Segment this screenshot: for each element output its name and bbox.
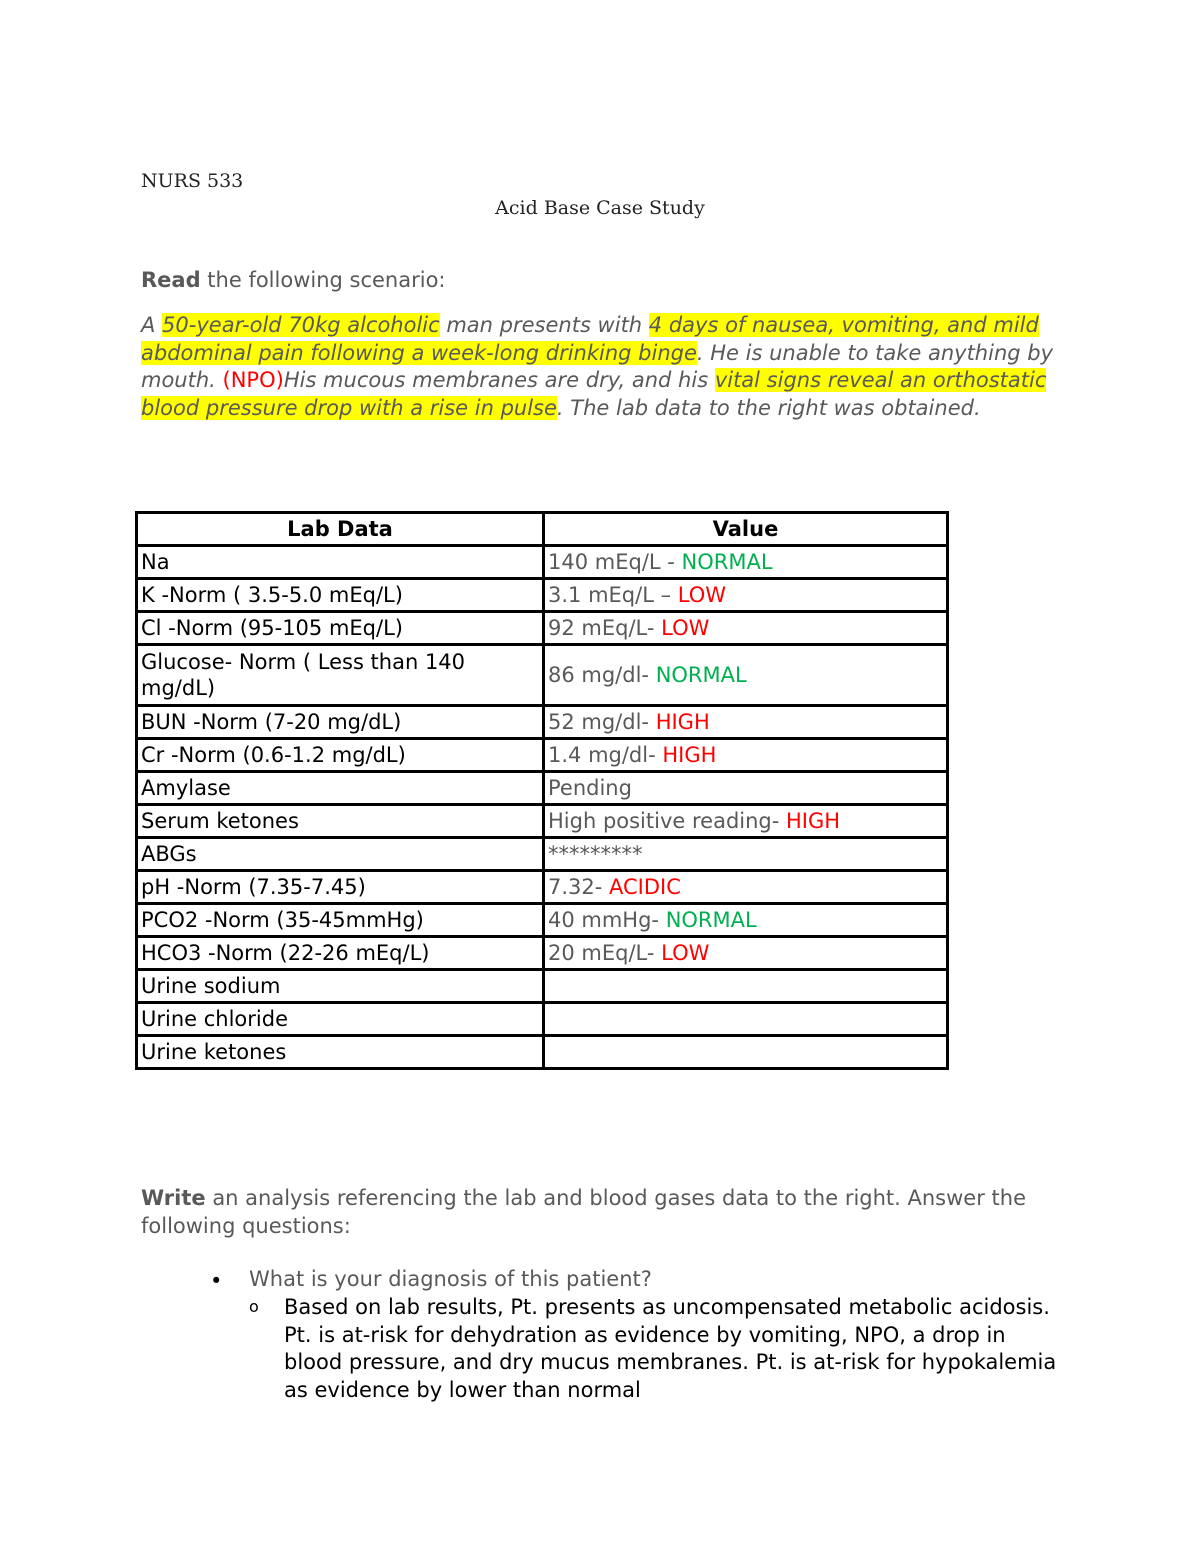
table-row — [137, 1036, 948, 1069]
lab-value-cell — [544, 579, 948, 612]
table-row — [137, 970, 948, 1003]
lab-name-cell: Serum ketones — [137, 805, 544, 838]
lab-value-text: 7.32- — [548, 875, 610, 899]
lab-status-label: HIGH — [655, 710, 710, 734]
lab-status-label: LOW — [661, 616, 710, 640]
lab-status-label: NORMAL — [665, 908, 757, 932]
answer-text: Based on lab results, Pt. presents as uncompensated metabolic acidosis. Pt. is at-risk for dehydration as evidence by vomiting, NPO, a drop in blood pressure, and dry mucus membranes. Pt. is at-risk for hypokalemia as evidence by lower than normal — [284, 1295, 1057, 1402]
circle-bullet-icon: o — [249, 1297, 259, 1316]
bullet-icon: • — [210, 1269, 223, 1293]
scenario-highlight-2: 4 days of nausea, vomiting, and mild abdominal pain following a week-long drinking binge — [141, 313, 1039, 365]
lab-value-cell — [544, 612, 948, 645]
lab-value-cell — [544, 871, 948, 904]
lab-value-text: 92 mEq/L- — [548, 616, 662, 640]
lab-name-cell: PCO2 -Norm (35-45mmHg) — [137, 904, 544, 937]
lab-name-cell: K -Norm ( 3.5-5.0 mEq/L) — [137, 579, 544, 612]
scenario-paragraph — [141, 312, 1061, 422]
lab-table-body — [137, 546, 948, 1069]
table-row — [137, 579, 948, 612]
lab-status-label: HIGH — [786, 809, 841, 833]
lab-value-text: Pending — [548, 776, 632, 800]
read-instruction-text: the following scenario: — [200, 268, 446, 292]
lab-status-label: LOW — [661, 941, 710, 965]
lab-value-cell — [544, 772, 948, 805]
document-title: Acid Base Case Study — [495, 197, 705, 219]
lab-name-cell: Urine sodium — [137, 970, 544, 1003]
table-row — [137, 904, 948, 937]
lab-status-label: NORMAL — [681, 550, 773, 574]
lab-value-text: 40 mmHg- — [548, 908, 666, 932]
lab-name-cell: Cr -Norm (0.6-1.2 mg/dL) — [137, 739, 544, 772]
lab-value-text: 52 mg/dl- — [548, 710, 656, 734]
lab-name-cell: Urine chloride — [137, 1003, 544, 1036]
lab-value-text: 3.1 mEq/L – — [548, 583, 678, 607]
table-row — [137, 871, 948, 904]
lab-name-cell: Urine ketones — [137, 1036, 544, 1069]
lab-value-cell — [544, 645, 948, 706]
lab-value-cell — [544, 904, 948, 937]
lab-value-text: 20 mEq/L- — [548, 941, 662, 965]
write-instruction — [141, 1185, 1041, 1240]
scenario-highlight-3: vital signs reveal an orthostatic blood pressure drop with a rise in pulse — [141, 368, 1047, 420]
read-instruction-bold: Read — [141, 268, 201, 292]
lab-value-cell — [544, 805, 948, 838]
table-row — [137, 706, 948, 739]
header-value: Value — [544, 513, 948, 546]
table-row — [137, 937, 948, 970]
lab-value-cell — [544, 1003, 948, 1036]
lab-name-cell: pH -Norm (7.35-7.45) — [137, 871, 544, 904]
lab-value-cell — [544, 970, 948, 1003]
scenario-highlight-1: 50-year-old 70kg alcoholic — [162, 313, 440, 337]
scenario-text-3: . He is unable to take anything by mouth. — [141, 340, 1054, 392]
lab-status-label: ACIDIC — [609, 875, 681, 899]
read-instruction — [141, 268, 446, 292]
table-row — [137, 739, 948, 772]
table-row — [137, 838, 948, 871]
lab-status-label: LOW — [677, 583, 727, 607]
lab-status-label: HIGH — [662, 743, 717, 767]
lab-value-text: 140 mEq/L - — [548, 550, 682, 574]
lab-value-cell — [544, 838, 948, 871]
question-text: What is your diagnosis of this patient? — [249, 1267, 652, 1291]
scenario-text-5: . The lab data to the right was obtained. — [556, 395, 981, 420]
scenario-text-1: A — [141, 313, 163, 337]
lab-value-cell — [544, 1036, 948, 1069]
lab-value-cell — [544, 739, 948, 772]
lab-value-text: 86 mg/dl- — [548, 663, 656, 687]
table-row — [137, 645, 948, 706]
table-row — [137, 612, 948, 645]
npo-label: (NPO) — [222, 368, 284, 392]
lab-data-table — [135, 511, 949, 1070]
lab-value-cell — [544, 937, 948, 970]
lab-name-cell: Amylase — [137, 772, 544, 805]
lab-value-cell — [544, 546, 948, 579]
lab-name-cell: BUN -Norm (7-20 mg/dL) — [137, 706, 544, 739]
table-row — [137, 1003, 948, 1036]
lab-value-cell — [544, 706, 948, 739]
scenario-text-4: His mucous membranes are dry, and his — [283, 368, 715, 392]
lab-name-cell: Na — [137, 546, 544, 579]
table-row — [137, 546, 948, 579]
lab-status-label: NORMAL — [655, 663, 747, 687]
course-code: NURS 533 — [141, 170, 244, 192]
lab-name-cell: HCO3 -Norm (22-26 mEq/L) — [137, 937, 544, 970]
lab-value-text: ********* — [548, 842, 643, 866]
header-lab-data: Lab Data — [137, 513, 544, 546]
write-instruction-bold: Write — [141, 1186, 206, 1210]
scenario-text-2: man presents with — [439, 313, 649, 337]
table-row — [137, 805, 948, 838]
table-row — [137, 772, 948, 805]
lab-name-cell: ABGs — [137, 838, 544, 871]
lab-value-text: 1.4 mg/dl- — [548, 743, 663, 767]
lab-name-cell: Cl -Norm (95-105 mEq/L) — [137, 612, 544, 645]
lab-name-cell: Glucose- Norm ( Less than 140 mg/dL) — [137, 645, 544, 706]
table-header-row — [137, 513, 948, 546]
lab-value-text: High positive reading- — [548, 809, 787, 833]
write-instruction-text: an analysis referencing the lab and blood gases data to the right. Answer the following questions: — [141, 1186, 1026, 1238]
